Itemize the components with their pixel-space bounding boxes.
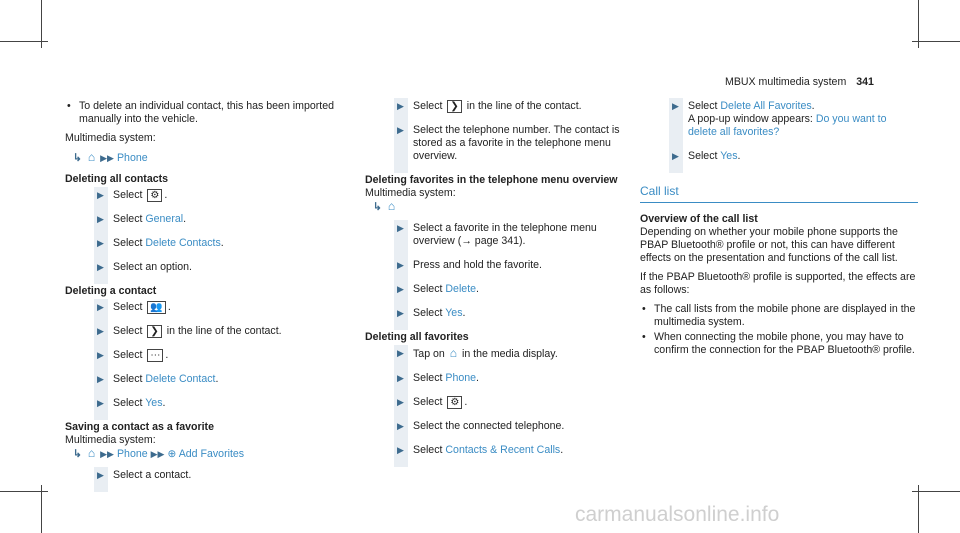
step: ▶ Select Yes. (65, 397, 350, 410)
step: ▶ Select the telephone number. The contact is stored as a favorite in the telephone menu overview. (365, 124, 625, 163)
step: ▶ Select an option. (65, 261, 350, 274)
step-arrow-icon: ▶ (97, 262, 104, 272)
step: ▶ Select ❯ in the line of the contact. (365, 100, 625, 113)
nav-path (65, 151, 350, 165)
step-arrow-icon: ▶ (397, 397, 404, 407)
plus-icon: ⊕ (167, 448, 177, 460)
step: ▶ Select ⚙ . (65, 189, 350, 202)
home-icon: ⌂ (449, 346, 458, 360)
step: ▶ Select the connected telephone. (365, 420, 625, 433)
arrow-icon: ↳ (373, 201, 382, 213)
step-arrow-icon: ▶ (397, 308, 404, 318)
step: ▶ Select Phone. (365, 372, 625, 385)
step-arrow-icon: ▶ (397, 284, 404, 294)
heading: Deleting all contacts (65, 173, 169, 185)
chevron-right-icon: ❯ (447, 100, 461, 113)
crop-mark (41, 485, 42, 533)
step-arrow-icon: ▶ (672, 151, 679, 161)
step-arrow-icon: ▶ (97, 374, 104, 384)
crop-mark (0, 491, 48, 492)
step-arrow-icon: ▶ (97, 326, 104, 336)
step-arrow-icon: ▶ (97, 214, 104, 224)
path-item: Phone (116, 152, 148, 164)
contacts-icon: 👥 (147, 301, 165, 314)
multimedia-label: Multimedia system: (365, 187, 456, 199)
step-arrow-icon: ▶ (397, 373, 404, 383)
double-chevron-icon: ▶▶ (100, 153, 114, 163)
step-arrow-icon: ▶ (397, 260, 404, 270)
home-icon: ⌂ (87, 446, 96, 460)
arrow-icon: ↳ (73, 448, 82, 460)
column-3 (640, 100, 918, 359)
chevron-right-icon: ❯ (147, 325, 161, 338)
step-arrow-icon: ▶ (97, 398, 104, 408)
step-arrow-icon: ▶ (97, 470, 104, 480)
step-arrow-icon: ▶ (397, 445, 404, 455)
step-arrow-icon: ▶ (397, 125, 404, 135)
bullet-item: • To delete an individual contact, this has been imported manually into the vehicle. (65, 100, 350, 126)
running-header (725, 76, 874, 89)
bullet-item: • When connecting the mobile phone, you may have to confirm the connection for the PBAP Bluetooth® profile. (640, 331, 918, 357)
arrow-icon: ↳ (73, 152, 82, 164)
heading: Deleting all favorites (365, 331, 469, 343)
step: ▶ Select Contacts & Recent Calls. (365, 444, 625, 457)
step-arrow-icon: ▶ (672, 101, 679, 111)
heading: Deleting a contact (65, 285, 157, 297)
step: ▶ Select ⚙ . (365, 396, 625, 409)
step: ▶ Tap on ⌂ in the media display. (365, 347, 625, 361)
heading: Overview of the call list (640, 213, 758, 225)
heading: Saving a contact as a favorite (65, 421, 214, 433)
step: ▶ Select Delete Contacts. (65, 237, 350, 250)
multimedia-label: Multimedia system: (65, 434, 156, 446)
column-2 (365, 100, 625, 468)
step-arrow-icon: ▶ (97, 350, 104, 360)
nav-path: ↳ ⌂ ▶▶ Phone ▶▶ ⊕ Add Favorites (73, 446, 245, 460)
step-arrow-icon: ▶ (97, 238, 104, 248)
step-arrow-icon: ▶ (397, 421, 404, 431)
column-1 (65, 100, 350, 493)
crop-mark (0, 41, 48, 42)
step: ▶ Select General. (65, 213, 350, 226)
heading: Deleting favorites in the telephone menu overview (365, 174, 618, 186)
step: ▶ Select a contact. (65, 469, 350, 482)
paragraph: If the PBAP Bluetooth® profile is supported, the effects are as follows: (640, 271, 916, 296)
step: ▶ Select ⋯ . (65, 349, 350, 362)
nav-path (365, 200, 625, 214)
watermark: carmanualsonline.info (575, 503, 780, 526)
step-arrow-icon: ▶ (397, 348, 404, 358)
step: ▶ Select Delete Contact. (65, 373, 350, 386)
step: ▶ Select a favorite in the telephone menu overview (→ page 341). (365, 222, 625, 248)
step: ▶ Select Delete. (365, 283, 625, 296)
crop-mark (912, 41, 960, 42)
section-title: Call list (640, 185, 918, 203)
home-icon: ⌂ (387, 199, 396, 213)
step: ▶ Select 👥 . (65, 301, 350, 314)
step: ▶ Press and hold the favorite. (365, 259, 625, 272)
paragraph: Depending on whether your mobile phone supports the PBAP Bluetooth® profile or not, this can have different effects on the presentation and functions of the call list. (640, 226, 898, 264)
header-title: MBUX multimedia system (725, 76, 847, 88)
step: ▶ Select Yes. (640, 150, 918, 163)
step-arrow-icon: ▶ (397, 223, 404, 233)
multimedia-label: Multimedia system: (65, 132, 156, 144)
more-icon: ⋯ (147, 349, 163, 362)
double-chevron-icon: ▶▶ (100, 449, 114, 459)
gear-icon: ⚙ (447, 396, 462, 409)
page-number: 341 (856, 76, 874, 88)
double-chevron-icon: ▶▶ (150, 449, 165, 459)
step-arrow-icon: ▶ (97, 302, 104, 312)
crop-mark (912, 491, 960, 492)
bullet-item: • The call lists from the mobile phone are displayed in the multimedia system. (640, 303, 918, 329)
gear-icon: ⚙ (147, 189, 162, 202)
crop-mark (918, 485, 919, 533)
step: ▶ Select ❯ in the line of the contact. (65, 325, 350, 338)
home-icon: ⌂ (87, 150, 96, 164)
step: ▶ Select Yes. (365, 307, 625, 320)
step-arrow-icon: ▶ (397, 101, 404, 111)
step-arrow-icon: ▶ (97, 190, 104, 200)
step: ▶ Select Delete All Favorites. A pop-up window appears: Do you want to delete all favorites? (640, 100, 918, 139)
